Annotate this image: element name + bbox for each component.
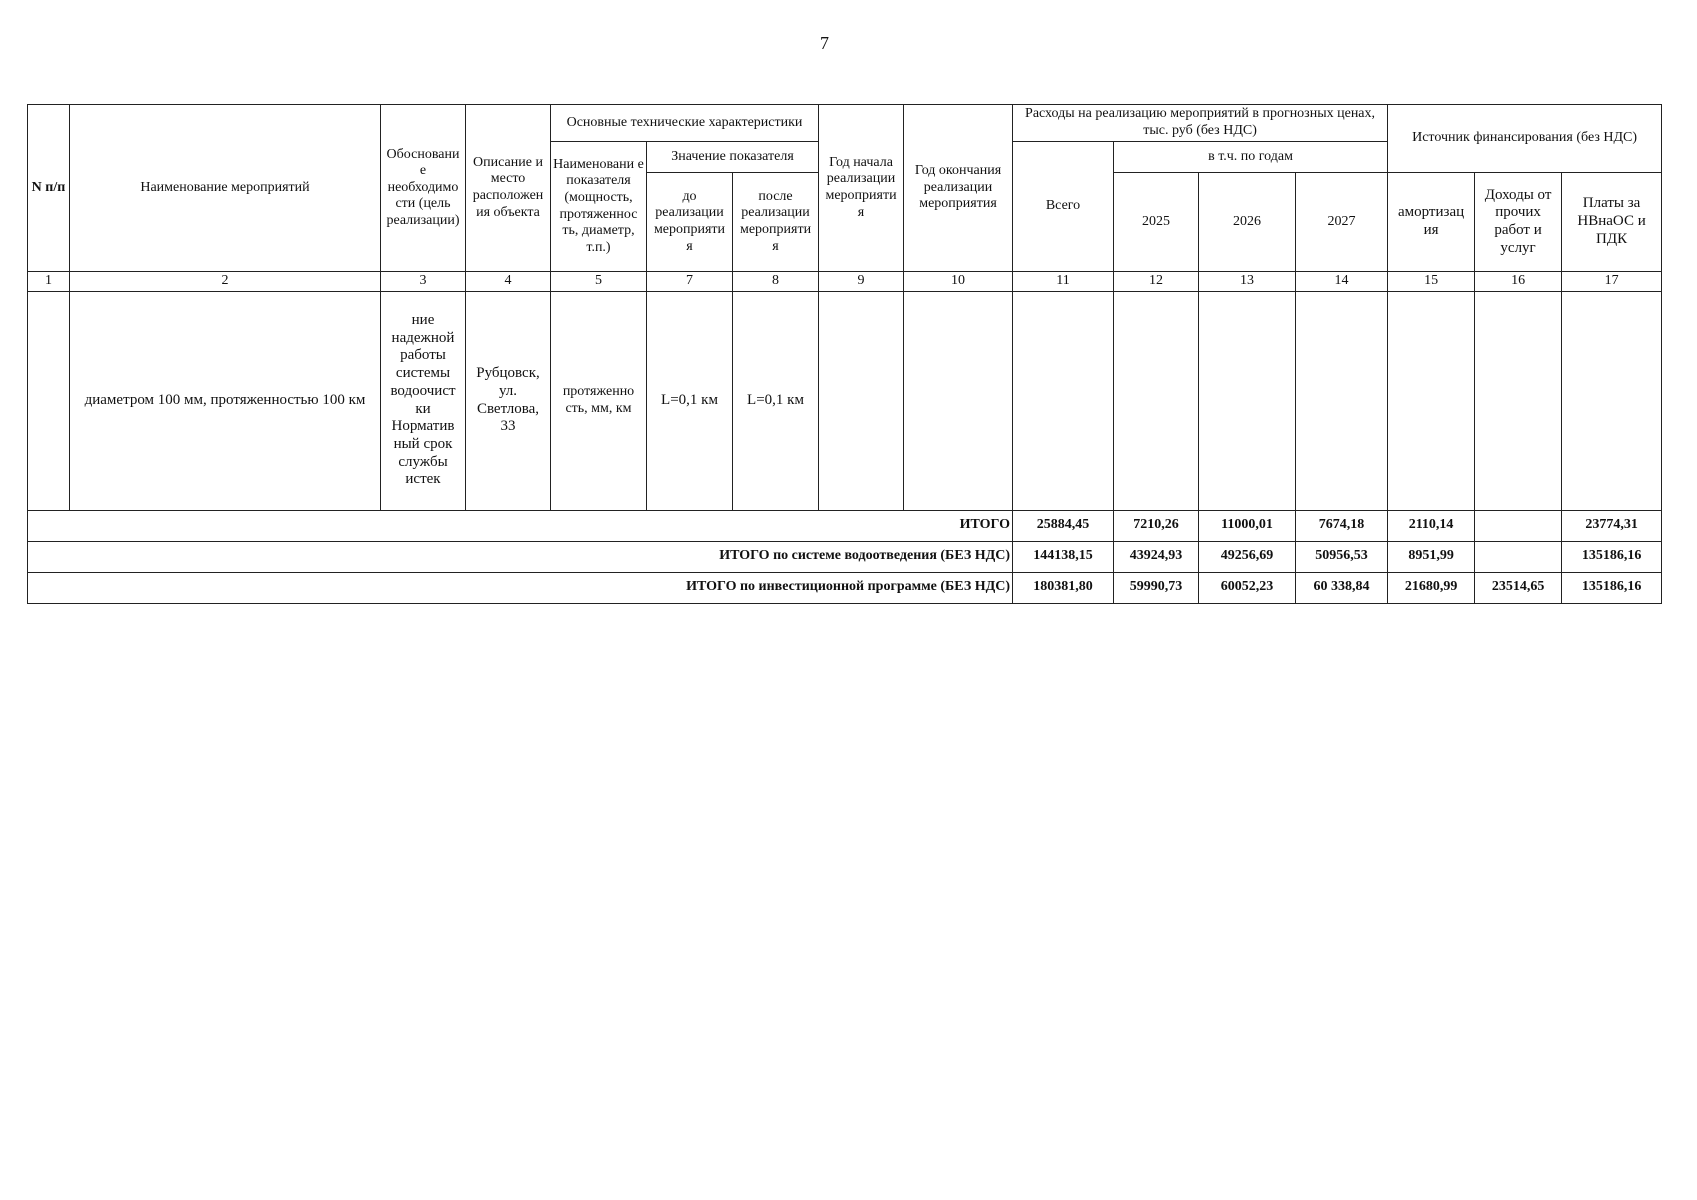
header-group-expenses: Расходы на реализацию мероприятий в прогнозных ценах, тыс. руб (без НДС) bbox=[1013, 105, 1388, 142]
page-number: 7 bbox=[820, 33, 829, 53]
total-2027: 60 338,84 bbox=[1296, 572, 1388, 603]
total-fees: 135186,16 bbox=[1562, 572, 1662, 603]
total-2025: 43924,93 bbox=[1114, 541, 1199, 572]
total-row bbox=[28, 541, 1662, 572]
header-col-1: N п/п bbox=[28, 105, 70, 272]
total-sum: 144138,15 bbox=[1013, 541, 1114, 572]
total-row bbox=[28, 572, 1662, 603]
total-amortization: 2110,14 bbox=[1388, 510, 1475, 541]
column-number: 15 bbox=[1388, 272, 1475, 292]
header-col-2: Наименование мероприятий bbox=[70, 105, 381, 272]
header-group-source: Источник финансирования (без НДС) bbox=[1388, 105, 1662, 173]
column-number: 14 bbox=[1296, 272, 1388, 292]
total-2026: 60052,23 bbox=[1199, 572, 1296, 603]
amortization bbox=[1388, 291, 1475, 510]
column-number: 11 bbox=[1013, 272, 1114, 292]
other-income bbox=[1475, 291, 1562, 510]
total-2026: 11000,01 bbox=[1199, 510, 1296, 541]
header-col-12: 2025 bbox=[1114, 173, 1199, 272]
column-number: 12 bbox=[1114, 272, 1199, 292]
value-after: L=0,1 км bbox=[733, 291, 819, 510]
cost-2027 bbox=[1296, 291, 1388, 510]
row-number bbox=[28, 291, 70, 510]
total-other-income bbox=[1475, 510, 1562, 541]
total-cost bbox=[1013, 291, 1114, 510]
end-year bbox=[904, 291, 1013, 510]
column-number: 13 bbox=[1199, 272, 1296, 292]
header-col-14: 2027 bbox=[1296, 173, 1388, 272]
header-group-years: в т.ч. по годам bbox=[1114, 142, 1388, 173]
total-sum: 180381,80 bbox=[1013, 572, 1114, 603]
indicator-name: протяженно сть, мм, км bbox=[551, 291, 647, 510]
investment-table bbox=[27, 104, 1662, 604]
cost-2026 bbox=[1199, 291, 1296, 510]
header-group-tech: Основные технические характеристики bbox=[551, 105, 819, 142]
column-number: 9 bbox=[819, 272, 904, 292]
object-location: Рубцовск, ул. Светлова, 33 bbox=[466, 291, 551, 510]
column-number: 1 bbox=[28, 272, 70, 292]
header-col-5: Наименовани е показателя (мощность, протяженнос ть, диаметр, т.п.) bbox=[551, 142, 647, 272]
fees bbox=[1562, 291, 1662, 510]
total-row bbox=[28, 510, 1662, 541]
header-col-8: после реализации мероприяти я bbox=[733, 173, 819, 272]
total-amortization: 8951,99 bbox=[1388, 541, 1475, 572]
total-2027: 7674,18 bbox=[1296, 510, 1388, 541]
total-other-income bbox=[1475, 541, 1562, 572]
value-before: L=0,1 км bbox=[647, 291, 733, 510]
cost-2025 bbox=[1114, 291, 1199, 510]
total-2025: 59990,73 bbox=[1114, 572, 1199, 603]
total-fees: 135186,16 bbox=[1562, 541, 1662, 572]
column-number: 8 bbox=[733, 272, 819, 292]
header-col-15: амортизац ия bbox=[1388, 173, 1475, 272]
column-number: 2 bbox=[70, 272, 381, 292]
column-number: 7 bbox=[647, 272, 733, 292]
measure-justification: ние надежной работы системы водоочист ки Норматив ный срок службы истек bbox=[381, 291, 466, 510]
column-number: 17 bbox=[1562, 272, 1662, 292]
total-label: ИТОГО по инвестиционной программе (БЕЗ НДС) bbox=[28, 572, 1013, 603]
total-2027: 50956,53 bbox=[1296, 541, 1388, 572]
measure-name: диаметром 100 мм, протяженностью 100 км bbox=[70, 291, 381, 510]
header-col-4: Описание и место расположен ия объекта bbox=[466, 105, 551, 272]
header-col-9: Год начала реализации мероприяти я bbox=[819, 105, 904, 272]
column-number: 5 bbox=[551, 272, 647, 292]
total-fees: 23774,31 bbox=[1562, 510, 1662, 541]
header-col-10: Год окончания реализации мероприятия bbox=[904, 105, 1013, 272]
header-group-value: Значение показателя bbox=[647, 142, 819, 173]
column-number: 4 bbox=[466, 272, 551, 292]
total-label: ИТОГО bbox=[28, 510, 1013, 541]
table-row bbox=[28, 291, 1662, 510]
total-sum: 25884,45 bbox=[1013, 510, 1114, 541]
column-number: 3 bbox=[381, 272, 466, 292]
total-2025: 7210,26 bbox=[1114, 510, 1199, 541]
total-2026: 49256,69 bbox=[1199, 541, 1296, 572]
total-other-income: 23514,65 bbox=[1475, 572, 1562, 603]
column-number: 10 bbox=[904, 272, 1013, 292]
header-col-16: Доходы от прочих работ и услуг bbox=[1475, 173, 1562, 272]
total-amortization: 21680,99 bbox=[1388, 572, 1475, 603]
header-col-7: до реализации мероприяти я bbox=[647, 173, 733, 272]
header-col-17: Платы за НВнаОС и ПДК bbox=[1562, 173, 1662, 272]
header-col-11: Всего bbox=[1013, 142, 1114, 272]
header-col-13: 2026 bbox=[1199, 173, 1296, 272]
total-label: ИТОГО по системе водоотведения (БЕЗ НДС) bbox=[28, 541, 1013, 572]
column-number: 16 bbox=[1475, 272, 1562, 292]
header-col-3: Обосновани е необходимо сти (цель реализации) bbox=[381, 105, 466, 272]
start-year bbox=[819, 291, 904, 510]
